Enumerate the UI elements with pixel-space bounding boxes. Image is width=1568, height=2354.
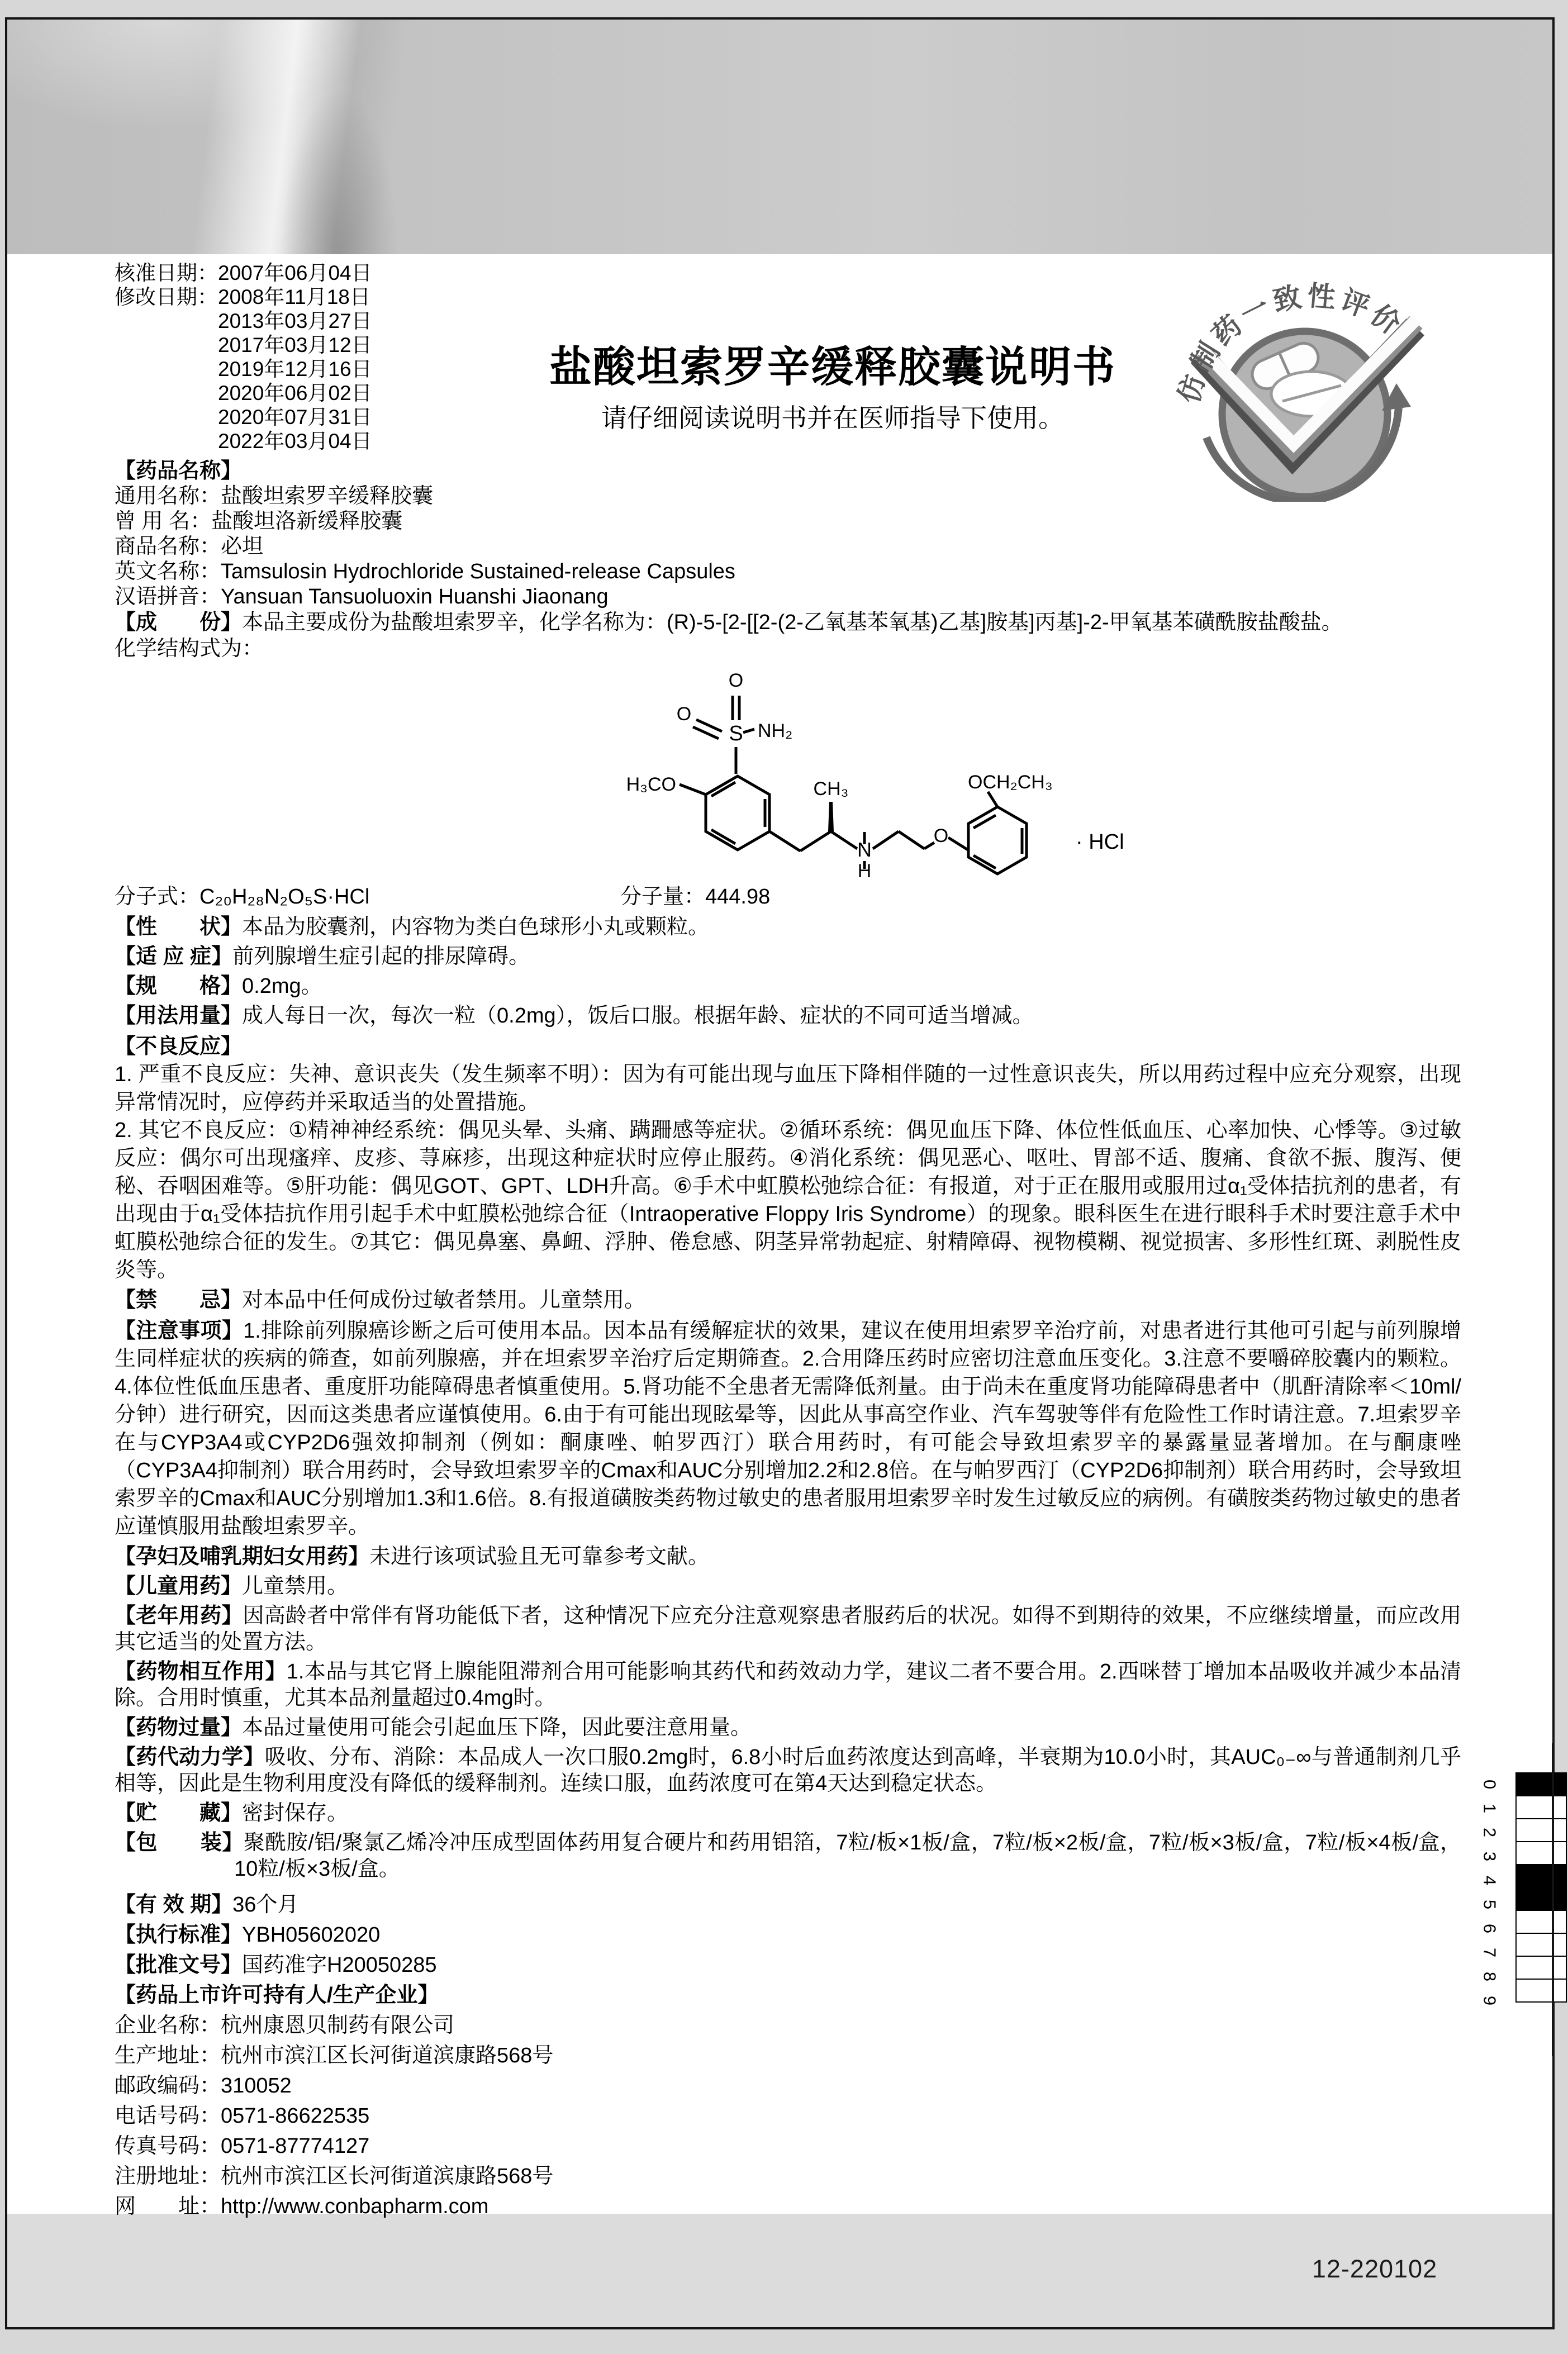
former-name-row [115, 509, 1461, 534]
zip-code: 310052 [221, 2074, 292, 2098]
section-text: 本品过量使用可能会引起血压下降，因此要注意用量。 [242, 1716, 752, 1739]
section-overdose [115, 1715, 1461, 1741]
website-label: 网 址： [115, 2195, 221, 2218]
section-label: 【禁 忌】 [115, 1288, 243, 1312]
molecule-hcl: · HCl [1076, 830, 1124, 854]
molecule-ethoxy: OCH₂CH₃ [968, 772, 1053, 793]
trade-name-row [115, 534, 1461, 559]
strip-cell [1515, 1842, 1567, 1865]
section-label: 【注意事项】 [115, 1319, 244, 1343]
section-label: 【有 效 期】 [115, 1893, 233, 1917]
registered-address-label: 注册地址： [115, 2165, 221, 2188]
frame-line-over-strip [1552, 1743, 1554, 2056]
strip-cell [1515, 1819, 1567, 1842]
leaflet-content [115, 261, 1461, 2222]
molecular-formula [115, 884, 620, 910]
strip-digit: 4 [1480, 1875, 1500, 1886]
generic-name-label: 通用名称： [115, 484, 221, 508]
strip-cell [1515, 1911, 1567, 1934]
section-text: 未进行该项试验且无可靠参考文献。 [369, 1545, 710, 1568]
strip-cell [1515, 1957, 1567, 1980]
section-text: 国药准字H20050285 [242, 1953, 437, 1977]
section-text: 密封保存。 [242, 1801, 349, 1825]
approval-date-label: 核准日期： [115, 261, 218, 284]
registered-address: 杭州市滨江区长河街道滨康路568号 [221, 2165, 554, 2188]
section-interaction [115, 1659, 1461, 1711]
section-text: YBH05602020 [242, 1923, 381, 1947]
section-label: 【药物相互作用】 [115, 1660, 287, 1684]
formula-row [115, 884, 1461, 910]
strip-digit: 0 [1480, 1779, 1500, 1790]
revision-date: 2017年03月12日 [218, 334, 372, 356]
strip-cell [1515, 1888, 1567, 1911]
website-row [115, 2192, 1461, 2221]
section-label: 【儿童用药】 [115, 1575, 243, 1598]
telephone-row [115, 2101, 1461, 2131]
english-name-row [115, 559, 1461, 584]
section-properties [115, 914, 1461, 940]
english-name: Tamsulosin Hydrochloride Sustained-release Capsules [221, 560, 735, 583]
stereo-wedge-bond [828, 802, 834, 831]
revision-date: 2022年03月04日 [218, 430, 372, 453]
zip-row [115, 2071, 1461, 2100]
company-name-row [115, 2011, 1461, 2040]
english-name-label: 英文名称： [115, 560, 221, 583]
formula-label: 分子式： [115, 885, 200, 909]
production-address-label: 生产地址： [115, 2044, 221, 2067]
section-label: 【药代动力学】 [115, 1746, 265, 1769]
fax-label: 传真号码： [115, 2134, 221, 2158]
section-precautions [115, 1317, 1461, 1540]
section-label: 【药物过量】 [115, 1716, 243, 1739]
strip-cell [1515, 1934, 1567, 1957]
molecular-weight [620, 885, 770, 909]
section-label: 【包 装】 [115, 1831, 244, 1854]
section-text: 儿童禁用。 [242, 1575, 349, 1598]
generic-name: 盐酸坦索罗辛缓释胶囊 [221, 484, 434, 508]
approval-date-row [115, 261, 1461, 285]
strip-cell [1515, 1865, 1567, 1888]
section-text: 1.本品与其它肾上腺能阻滞剂合用可能影响其药代和药效动力学，建议二者不要合用。2.西咪替丁增加本品吸收并减少本品清除。合用时慎重，尤其本品剂量超过0.4mg时。 [115, 1660, 1461, 1710]
company-name-label: 企业名称： [115, 2014, 221, 2037]
section-text: 成人每日一次，每次一粒（0.2mg），饭后口服。根据年龄、症状的不同可适当增减。 [242, 1004, 1034, 1028]
company-name: 杭州康恩贝制药有限公司 [221, 2014, 455, 2037]
page-subtitle: 请仔细阅读说明书并在医师指导下使用。 [601, 403, 1064, 432]
section-drug-name-label: 【药品名称】 [115, 459, 243, 483]
section-pharmacokinetics [115, 1744, 1461, 1797]
section-label: 【规 格】 [115, 974, 243, 998]
production-address: 杭州市滨江区长河街道滨康路568号 [221, 2044, 554, 2067]
molecule-s: S [729, 722, 743, 745]
strip-digit: 6 [1480, 1923, 1500, 1934]
section-label: 【适 应 症】 [115, 945, 233, 968]
registration-strip-cells [1515, 1772, 1567, 2003]
print-code: 12-220102 [1312, 2255, 1438, 2283]
fax-number: 0571-87774127 [221, 2134, 370, 2158]
zip-label: 邮政编码： [115, 2074, 221, 2098]
page-title: 盐酸坦索罗辛缓释胶囊说明书 [549, 344, 1116, 391]
section-package [115, 1830, 1461, 1882]
composition-label: 【成 份】 [115, 611, 243, 634]
section-indications [115, 944, 1461, 970]
registration-block [115, 1890, 1461, 2221]
fax-row [115, 2132, 1461, 2161]
mw-value: 444.98 [705, 885, 771, 909]
revision-date-row [115, 285, 1461, 309]
revision-date: 2013年03月27日 [218, 310, 372, 332]
revision-date: 2020年06月02日 [218, 382, 372, 405]
section-label: 【不良反应】 [115, 1035, 243, 1058]
strip-cell [1515, 1980, 1567, 2003]
adverse-item-2: 2. 其它不良反应：①精神神经系统：偶见头晕、头痛、蹒跚感等症状。②循环系统：偶见血压下降、体位性低血压、心率加快、心悸等。③过敏反应：偶尔可出现瘙痒、皮疹、荨麻疹，出现这种症状时应停止服药。④消化系统：偶见恶心、呕吐、胃部不适、腹痛、食欲不振、腹泻、便秘、吞咽困难等。⑤肝功能：偶见GOT、GPT、LDH升高。⑥手术中虹膜松弛综合征：有报道，对于正在服用或服用过α₁受体拮抗剂的患者，有出现由于α₁受体拮抗作用引起手术中虹膜松弛综合征（Intraoperative Floppy Iris Syndrome）的现象。眼科医生在进行眼科手术时要注意手术中虹膜松弛综合征的发生。⑦其它：偶见鼻塞、鼻衄、浮肿、倦怠感、阴茎异常勃起症、射精障碍、视物模糊、视觉损害、多形性红斑、剥脱性皮炎等。 [115, 1119, 1461, 1282]
chemical-structure [570, 664, 1129, 878]
section-validity [115, 1890, 1461, 1919]
molecule-o-left: O [676, 703, 692, 725]
molecule-o-ether: O [933, 825, 949, 847]
former-name-label: 曾 用 名： [115, 510, 212, 533]
telephone-number: 0571-86622535 [221, 2104, 370, 2128]
molecule-ch3: CH₃ [813, 778, 849, 800]
website-url: http://www.conbapharm.com [221, 2195, 489, 2218]
section-geriatric [115, 1603, 1461, 1656]
section-adverse-label [115, 1033, 1461, 1061]
content-layer [7, 254, 1552, 2218]
mw-label: 分子量： [620, 885, 706, 909]
section-label: 【执行标准】 [115, 1923, 243, 1947]
approval-date: 2007年06月04日 [218, 261, 372, 284]
strip-digit: 2 [1480, 1827, 1500, 1838]
molecule-nh2: NH₂ [758, 720, 793, 741]
section-holder [115, 1981, 1461, 2010]
telephone-label: 电话号码： [115, 2104, 221, 2128]
section-contraindication [115, 1287, 1461, 1314]
section-text: 本品为胶囊剂，内容物为类白色球形小丸或颗粒。 [242, 915, 710, 939]
molecule-n: N [857, 838, 872, 861]
section-text: 前列腺增生症引起的排尿障碍。 [232, 945, 530, 968]
trade-name-label: 商品名称： [115, 535, 221, 558]
former-name: 盐酸坦洛新缓释胶囊 [211, 510, 403, 533]
section-text: 吸收、分布、消除：本品成人一次口服0.2mg时，6.8小时后血药浓度达到高峰，半衰期为10.0小时，其AUC₀₋∞与普通制剂几乎相等，因此是生物利用度没有降低的缓释制剂。连续口服，血药浓度可在第4天达到稳定状态。 [115, 1746, 1461, 1795]
section-text: 0.2mg。 [242, 974, 322, 998]
revision-date: 2008年11月18日 [218, 286, 370, 308]
section-label: 【孕妇及哺乳期妇女用药】 [115, 1545, 370, 1568]
formula-value: C₂₀H₂₈N₂O₅S·HCl [199, 885, 370, 909]
section-composition [115, 610, 1461, 662]
section-label: 【用法用量】 [115, 1004, 243, 1028]
strip-cell [1515, 1796, 1567, 1819]
revision-date: 2019年12月16日 [218, 358, 372, 381]
molecule-h: H [857, 860, 872, 878]
molecule-o-top: O [728, 670, 744, 691]
section-text: 聚酰胺/铝/聚氯乙烯冷冲压成型固体药用复合硬片和药用铝箔，7粒/板×1板/盒，7粒/板×2板/盒，7粒/板×3板/盒，7粒/板×4板/盒，10粒/板×3板/盒。 [234, 1831, 1461, 1881]
revision-date: 2020年07月31日 [218, 406, 372, 429]
section-pregnancy [115, 1544, 1461, 1570]
revision-date-label: 修改日期： [115, 286, 218, 308]
section-text: 因高龄者中常伴有肾功能低下者，这种情况下应充分注意观察患者服药后的状况。如得不到期待的效果，不应继续增量，而应改用其它适当的处置方法。 [115, 1604, 1461, 1654]
section-label: 【性 状】 [115, 915, 243, 939]
registered-address-row [115, 2162, 1461, 2191]
date-block [115, 261, 1461, 453]
section-standard [115, 1920, 1461, 1949]
seal-arched-text: 仿制药一致性评价 [1172, 279, 1409, 407]
adverse-item-1: 1. 严重不良反应：失神、意识丧失（发生频率不明）：因为有可能出现与血压下降相伴随的一过性意识丧失，所以用药过程中应充分观察，出现异常情况时，应停药并采取适当的处置措施。 [115, 1063, 1461, 1114]
composition-text: 本品主要成份为盐酸坦索罗辛，化学名称为：(R)-5-[2-[[2-(2-乙氧基苯氧基)乙基]胺基]丙基]-2-甲氧基苯磺酰胺盐酸盐。 [242, 611, 1343, 634]
strip-digit: 8 [1480, 1971, 1500, 1982]
strip-digit: 9 [1480, 1995, 1500, 2006]
section-dosage [115, 1003, 1461, 1029]
section-storage [115, 1800, 1461, 1827]
section-text: 对本品中任何成份过敏者禁用。儿童禁用。 [242, 1288, 646, 1312]
strip-cell [1515, 1772, 1567, 1796]
trade-name: 必坦 [221, 535, 264, 558]
section-specification [115, 973, 1461, 1000]
structure-caption: 化学结构式为： [115, 637, 264, 660]
strip-digit: 5 [1480, 1899, 1500, 1910]
strip-digit: 7 [1480, 1947, 1500, 1958]
pinyin-row [115, 584, 1461, 610]
section-text: 36个月 [232, 1893, 299, 1917]
section-approval-number [115, 1951, 1461, 1980]
strip-digit: 1 [1480, 1803, 1500, 1814]
molecule-h3co: H₃CO [626, 774, 676, 795]
section-label: 【老年用药】 [115, 1604, 243, 1628]
pinyin-label: 汉语拼音： [115, 585, 221, 608]
section-text: 1.排除前列腺癌诊断之后可使用本品。因本品有缓解症状的效果，建议在使用坦索罗辛治疗前，对患者进行其他可引起与前列腺增生同样症状的疾病的筛查，如前列腺癌，并在坦索罗辛治疗后定期筛查。2.合用降压药时应密切注意血压变化。3.注意不要嚼碎胶囊内的颗粒。4.体位性低血压患者、重度肝功能障碍患者慎重使用。5.肾功能不全患者无需降低剂量。由于尚未在重度肾功能障碍患者中（肌酐清除率＜10ml/分钟）进行研究，因而这类患者应谨慎使用。6.由于有可能出现眩晕等，因此从事高空作业、汽车驾驶等伴有危险性工作时请注意。7.坦索罗辛在与CYP3A4或CYP2D6强效抑制剂（例如：酮康唑、帕罗西汀）联合用药时，有可能会导致坦索罗辛的暴露量显著增加。在与酮康唑（CYP3A4抑制剂）联合用药时，会导致坦索罗辛的Cmax和AUC分别增加2.2和2.8倍。在与帕罗西汀（CYP2D6抑制剂）联合用药时，会导致坦索罗辛的Cmax和AUC分别增加1.3和1.6倍。8.有报道磺胺类药物过敏史的患者服用坦索罗辛时发生过敏反应的病例。有磺胺类药物过敏史的患者应谨慎服用盐酸坦索罗辛。 [115, 1319, 1461, 1538]
pinyin-name: Yansuan Tansuoluoxin Huanshi Jiaonang [221, 585, 609, 608]
section-label: 【批准文号】 [115, 1953, 243, 1977]
section-pediatric [115, 1573, 1461, 1600]
strip-digit: 3 [1480, 1851, 1500, 1862]
generic-name-row [115, 484, 1461, 509]
drug-name-block [115, 459, 1461, 610]
section-label: 【贮 藏】 [115, 1801, 243, 1825]
registration-strip-digits [1473, 1772, 1507, 2013]
production-address-row [115, 2041, 1461, 2070]
section-label: 【药品上市许可持有人/生产企业】 [115, 1984, 439, 2007]
